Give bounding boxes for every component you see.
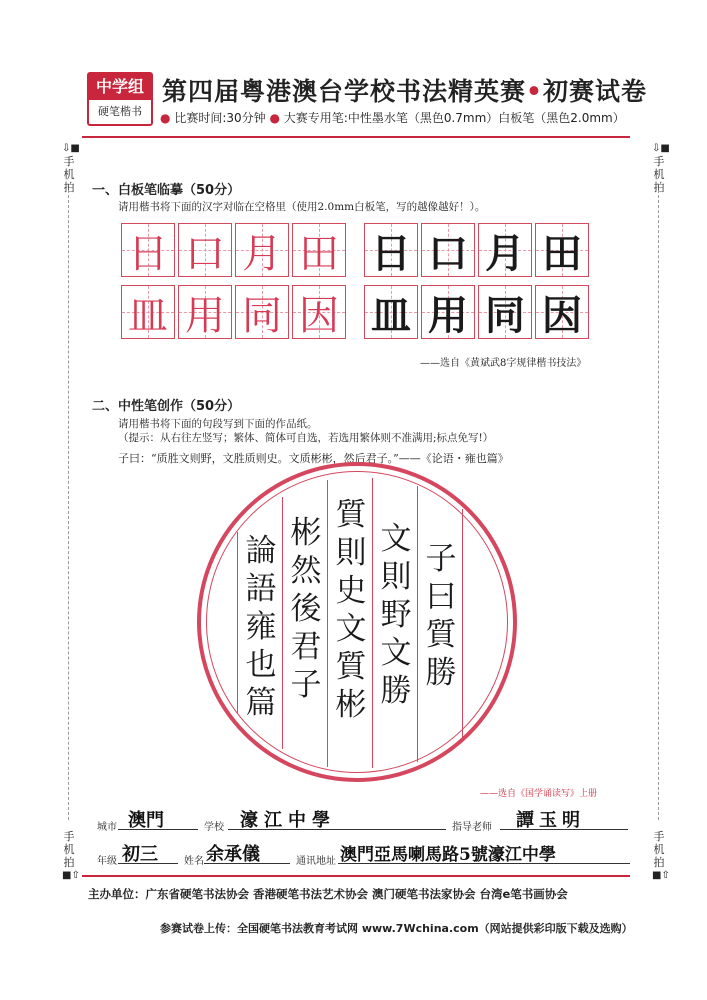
grid-cell <box>478 223 532 277</box>
camera-icon: ■⇧ <box>652 870 670 881</box>
teacher-underline <box>500 829 628 830</box>
handwritten-char: 口 <box>428 229 468 277</box>
grid-cell <box>421 223 475 277</box>
grid-cell <box>178 223 232 277</box>
section1-credit: ——选自《黄斌武8字规律楷书技法》 <box>420 358 587 369</box>
grid-cell <box>364 223 418 277</box>
upload-info: 参赛试卷上传：全国硬笔书法教育考试网 www.7Wchina.com（网站提供彩印版下载及选购） <box>160 922 633 935</box>
school-underline <box>228 829 446 830</box>
work-column-1: 子 曰 質 勝 <box>425 541 457 691</box>
work-column-5: 論 語 雍 也 篇 <box>245 533 277 721</box>
title-sub: 初赛试卷 <box>543 77 648 106</box>
work-column-2: 文 則 野 文 勝 <box>380 521 412 709</box>
address-value: 澳門亞馬喇馬路5號濠江中學 <box>340 845 556 865</box>
column-divider <box>327 480 328 767</box>
section2-instruction-1: 请用楷书将下面的句段写到下面的作品纸。 <box>118 418 318 430</box>
school-label: 学校 <box>204 822 224 833</box>
section1-heading: 一、白板笔临摹（50分） <box>92 183 241 198</box>
model-char: 用 <box>185 292 225 339</box>
section2-instruction-2: （提示：从右往左竖写；繁体、简体可自选，若选用繁体则不准满用;标点免写!） <box>118 432 494 444</box>
handwritten-char: 用 <box>428 291 468 339</box>
teacher-label: 指导老师 <box>452 822 492 833</box>
handwritten-char: 皿 <box>371 291 411 339</box>
handwritten-char: 田 <box>542 229 582 277</box>
column-divider <box>417 486 418 762</box>
section1-instruction: 请用楷书将下面的汉字对临在空格里（使用2.0mm白板笔，写的越像越好！）。 <box>118 201 486 213</box>
title-main: 第四届粤港澳台学校书法精英赛 <box>162 77 527 106</box>
pen-label: 大赛专用笔:中性墨水笔（黑色0.7mm）白板笔（黑色2.0mm） <box>283 111 625 125</box>
model-char: 月 <box>242 230 282 277</box>
grid-cell <box>121 223 175 277</box>
grid-cell <box>535 223 589 277</box>
teacher-value: 譚玉明 <box>516 810 585 831</box>
name-underline <box>204 863 290 864</box>
grid-cell <box>178 285 232 339</box>
work-column-3: 質 則 史 文 質 彬 <box>335 497 367 723</box>
column-divider <box>372 478 373 768</box>
grid-cell <box>235 223 289 277</box>
title-dot: • <box>526 77 543 106</box>
grade-label: 年级 <box>97 856 117 867</box>
school-value: 濠江中學 <box>240 810 336 831</box>
city-underline <box>118 829 198 830</box>
work-column-4: 彬 然 後 君 子 <box>290 515 322 703</box>
name-label: 姓名 <box>184 856 204 867</box>
column-divider <box>237 532 238 714</box>
model-char: 田 <box>299 230 339 277</box>
grid-cell <box>292 223 346 277</box>
bullet-icon: ● <box>269 111 280 125</box>
address-underline <box>338 863 630 864</box>
grade-value: 初三 <box>122 844 158 865</box>
city-label: 城市 <box>97 822 117 833</box>
quote-text: 子曰：“质胜文则野，文胜质则史。文质彬彬，然后君子。”——《论语・雍也篇》 <box>118 452 509 465</box>
camera-icon: ■⇧ <box>62 870 80 881</box>
grid-cell <box>121 285 175 339</box>
side-marker-bottom-right: 手 机 拍 ■⇧ <box>652 830 670 881</box>
badge-group-label: 中学组 <box>89 74 151 100</box>
name-value: 余承儀 <box>206 844 260 865</box>
grid-cell <box>235 285 289 339</box>
section2-credit: ——选自《国学诵读写》上册 <box>480 789 598 799</box>
grid-cell <box>364 285 418 339</box>
time-label: 比赛时间:30分钟 <box>174 111 266 125</box>
grid-cell <box>535 285 589 339</box>
side-marker-bottom-left: 手 机 拍 ■⇧ <box>62 830 80 881</box>
camera-icon: ⇩■ <box>62 143 80 154</box>
section2-heading: 二、中性笔创作（50分） <box>92 399 241 414</box>
model-char: 同 <box>242 292 282 339</box>
handwritten-char: 同 <box>485 291 525 339</box>
side-marker-top-right: ⇩■ 手 机 拍 <box>652 143 670 194</box>
model-char: 口 <box>185 230 225 277</box>
handwritten-char: 因 <box>542 291 582 339</box>
column-divider <box>282 497 283 749</box>
city-value: 澳門 <box>128 810 164 831</box>
handwritten-char: 日 <box>371 229 411 277</box>
model-char: 日 <box>128 230 168 277</box>
handwritten-char: 月 <box>485 229 525 277</box>
model-char: 因 <box>299 292 339 339</box>
bullet-icon: ● <box>160 111 171 125</box>
column-divider <box>462 509 463 741</box>
grid-cell <box>421 285 475 339</box>
side-marker-top-left: ⇩■ 手 机 拍 <box>62 143 80 194</box>
camera-icon: ⇩■ <box>652 143 670 154</box>
model-char: 皿 <box>128 292 168 339</box>
badge-category-label: 硬笔楷书 <box>98 105 142 118</box>
footer-divider <box>82 875 630 877</box>
grid-cell <box>292 285 346 339</box>
host-organizations: 主办单位：广东省硬笔书法协会 香港硬笔书法艺术协会 澳门硬笔书法家协会 台湾e笔书画协会 <box>88 887 568 901</box>
grid-cell <box>478 285 532 339</box>
grade-underline <box>118 863 178 864</box>
address-label: 通讯地址 <box>296 856 336 867</box>
